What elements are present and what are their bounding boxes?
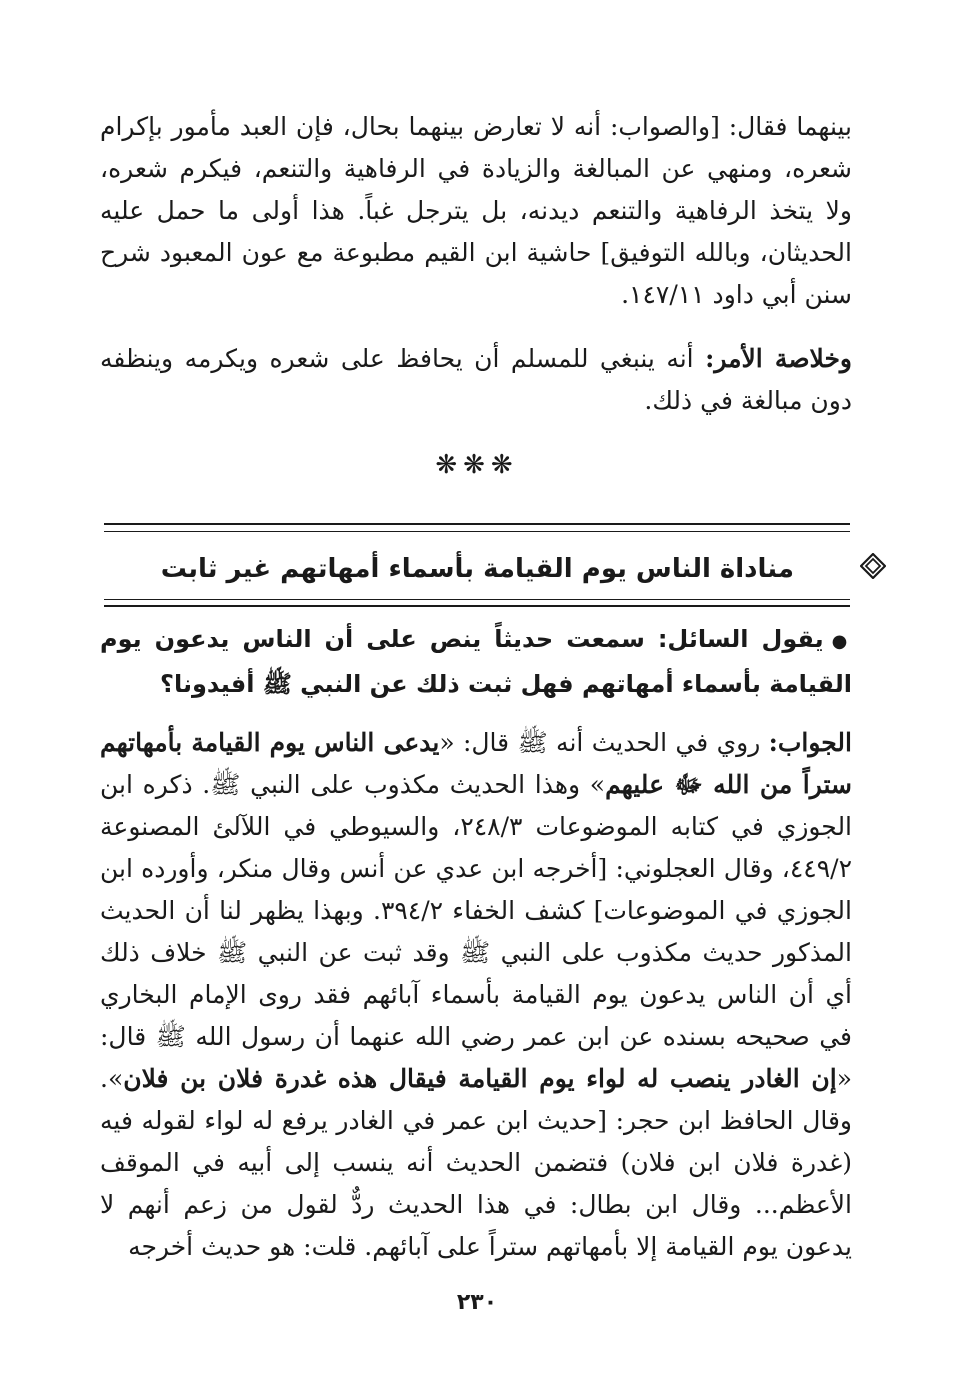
summary-lead: وخلاصة الأمر: [705, 344, 852, 373]
hadith-quote-1: يدعى الناس يوم القيامة بأمهاتهم ستراً من الله ﷻ عليهم [100, 728, 852, 799]
page-number: ٢٣٠ [456, 1290, 498, 1315]
answer-text-1: روي في الحديث أنه ﷺ قال: « [439, 728, 769, 757]
summary-text: أنه ينبغي للمسلم أن يحافظ على شعره ويكرمه وينظفه دون مبالغة في ذلك. [100, 344, 852, 415]
paragraph-summary [100, 338, 852, 422]
section-title: مناداة الناس يوم القيامة بأسماء أمهاتهم غير ثابت [160, 554, 794, 584]
answer-text-3: ». وقال الحافظ ابن حجر: [حديث ابن عمر في الغادر يرفع له لواء لقوله فيه (غدرة فلان ابن فلان) فتضمن الحديث أنه ينسب إلى أبيه في الموقف الأعظم... وقال ابن بطال: في هذا الحديث ردٌّ لقول من زعم أنهم لا يدعون يوم القيامة إلا بأمهاتهم ستراً على آبائهم. قلت: هو حديث أخرجه [100, 1064, 852, 1261]
question-text: يقول السائل: سمعت حديثاً ينص على أن الناس يدعون يوم القيامة بأسماء أمهاتهم فهل ثبت ذلك عن النبي ﷺ أفيدونا؟ [100, 625, 852, 698]
answer-paragraph [100, 722, 852, 1268]
question-paragraph [100, 618, 852, 705]
paragraph-hashiyat-ibn-alqayyim: بينهما فقال: [والصواب: أنه لا تعارض بينهما بحال، فإن العبد مأمور بإكرام شعره، ومنهي عن المبالغة والزيادة في الرفاهية والتنعم، فيكرم شعره، ولا يتخذ الرفاهية والتنعم ديدنه، بل يترجل غباً. هذا أولى ما حمل عليه الحديثان، وبالله التوفيق] حاشية ابن القيم مطبوعة مع عون المعبود شرح سنن أبي داود ١٤٧/١١. [100, 112, 852, 309]
heading-bottom-rule-thick [104, 605, 850, 607]
hadith-quote-2: إن الغادر ينصب له لواء يوم القيامة فيقال هذه غدرة فلان بن فلان [123, 1064, 837, 1093]
diamond-icon [860, 553, 886, 579]
bullet-icon: ● [831, 631, 852, 652]
heading-top-rule-thin [104, 531, 850, 532]
heading-top-rule-thick [104, 523, 850, 525]
answer-text-2: » وهذا الحديث مكذوب على النبي ﷺ. ذكره ابن الجوزي في كتابه الموضوعات ٢٤٨/٣، والسيوطي في اللآلئ المصنوعة ٤٤٩/٢، وقال العجلوني: [أخرجه ابن عدي عن أنس وقال منكر، وأورده ابن الجوزي في الموضوعات] كشف الخفاء ٣٩٤/٢. وبهذا يظهر لنا أن الحديث المذكور حديث مكذوب على النبي ﷺ وقد ثبت عن النبي ﷺ خلاف ذلك أي أن الناس يدعون يوم القيامة بأسماء آبائهم فقد روى الإمام البخاري في صحيحه بسنده عن ابن عمر رضي الله عنهما أن رسول الله ﷺ قال: « [100, 770, 853, 1093]
section-separator-stars: ❋❋❋ [435, 450, 519, 480]
heading-bottom-rule-thin [104, 599, 850, 600]
answer-lead: الجواب: [768, 728, 852, 757]
